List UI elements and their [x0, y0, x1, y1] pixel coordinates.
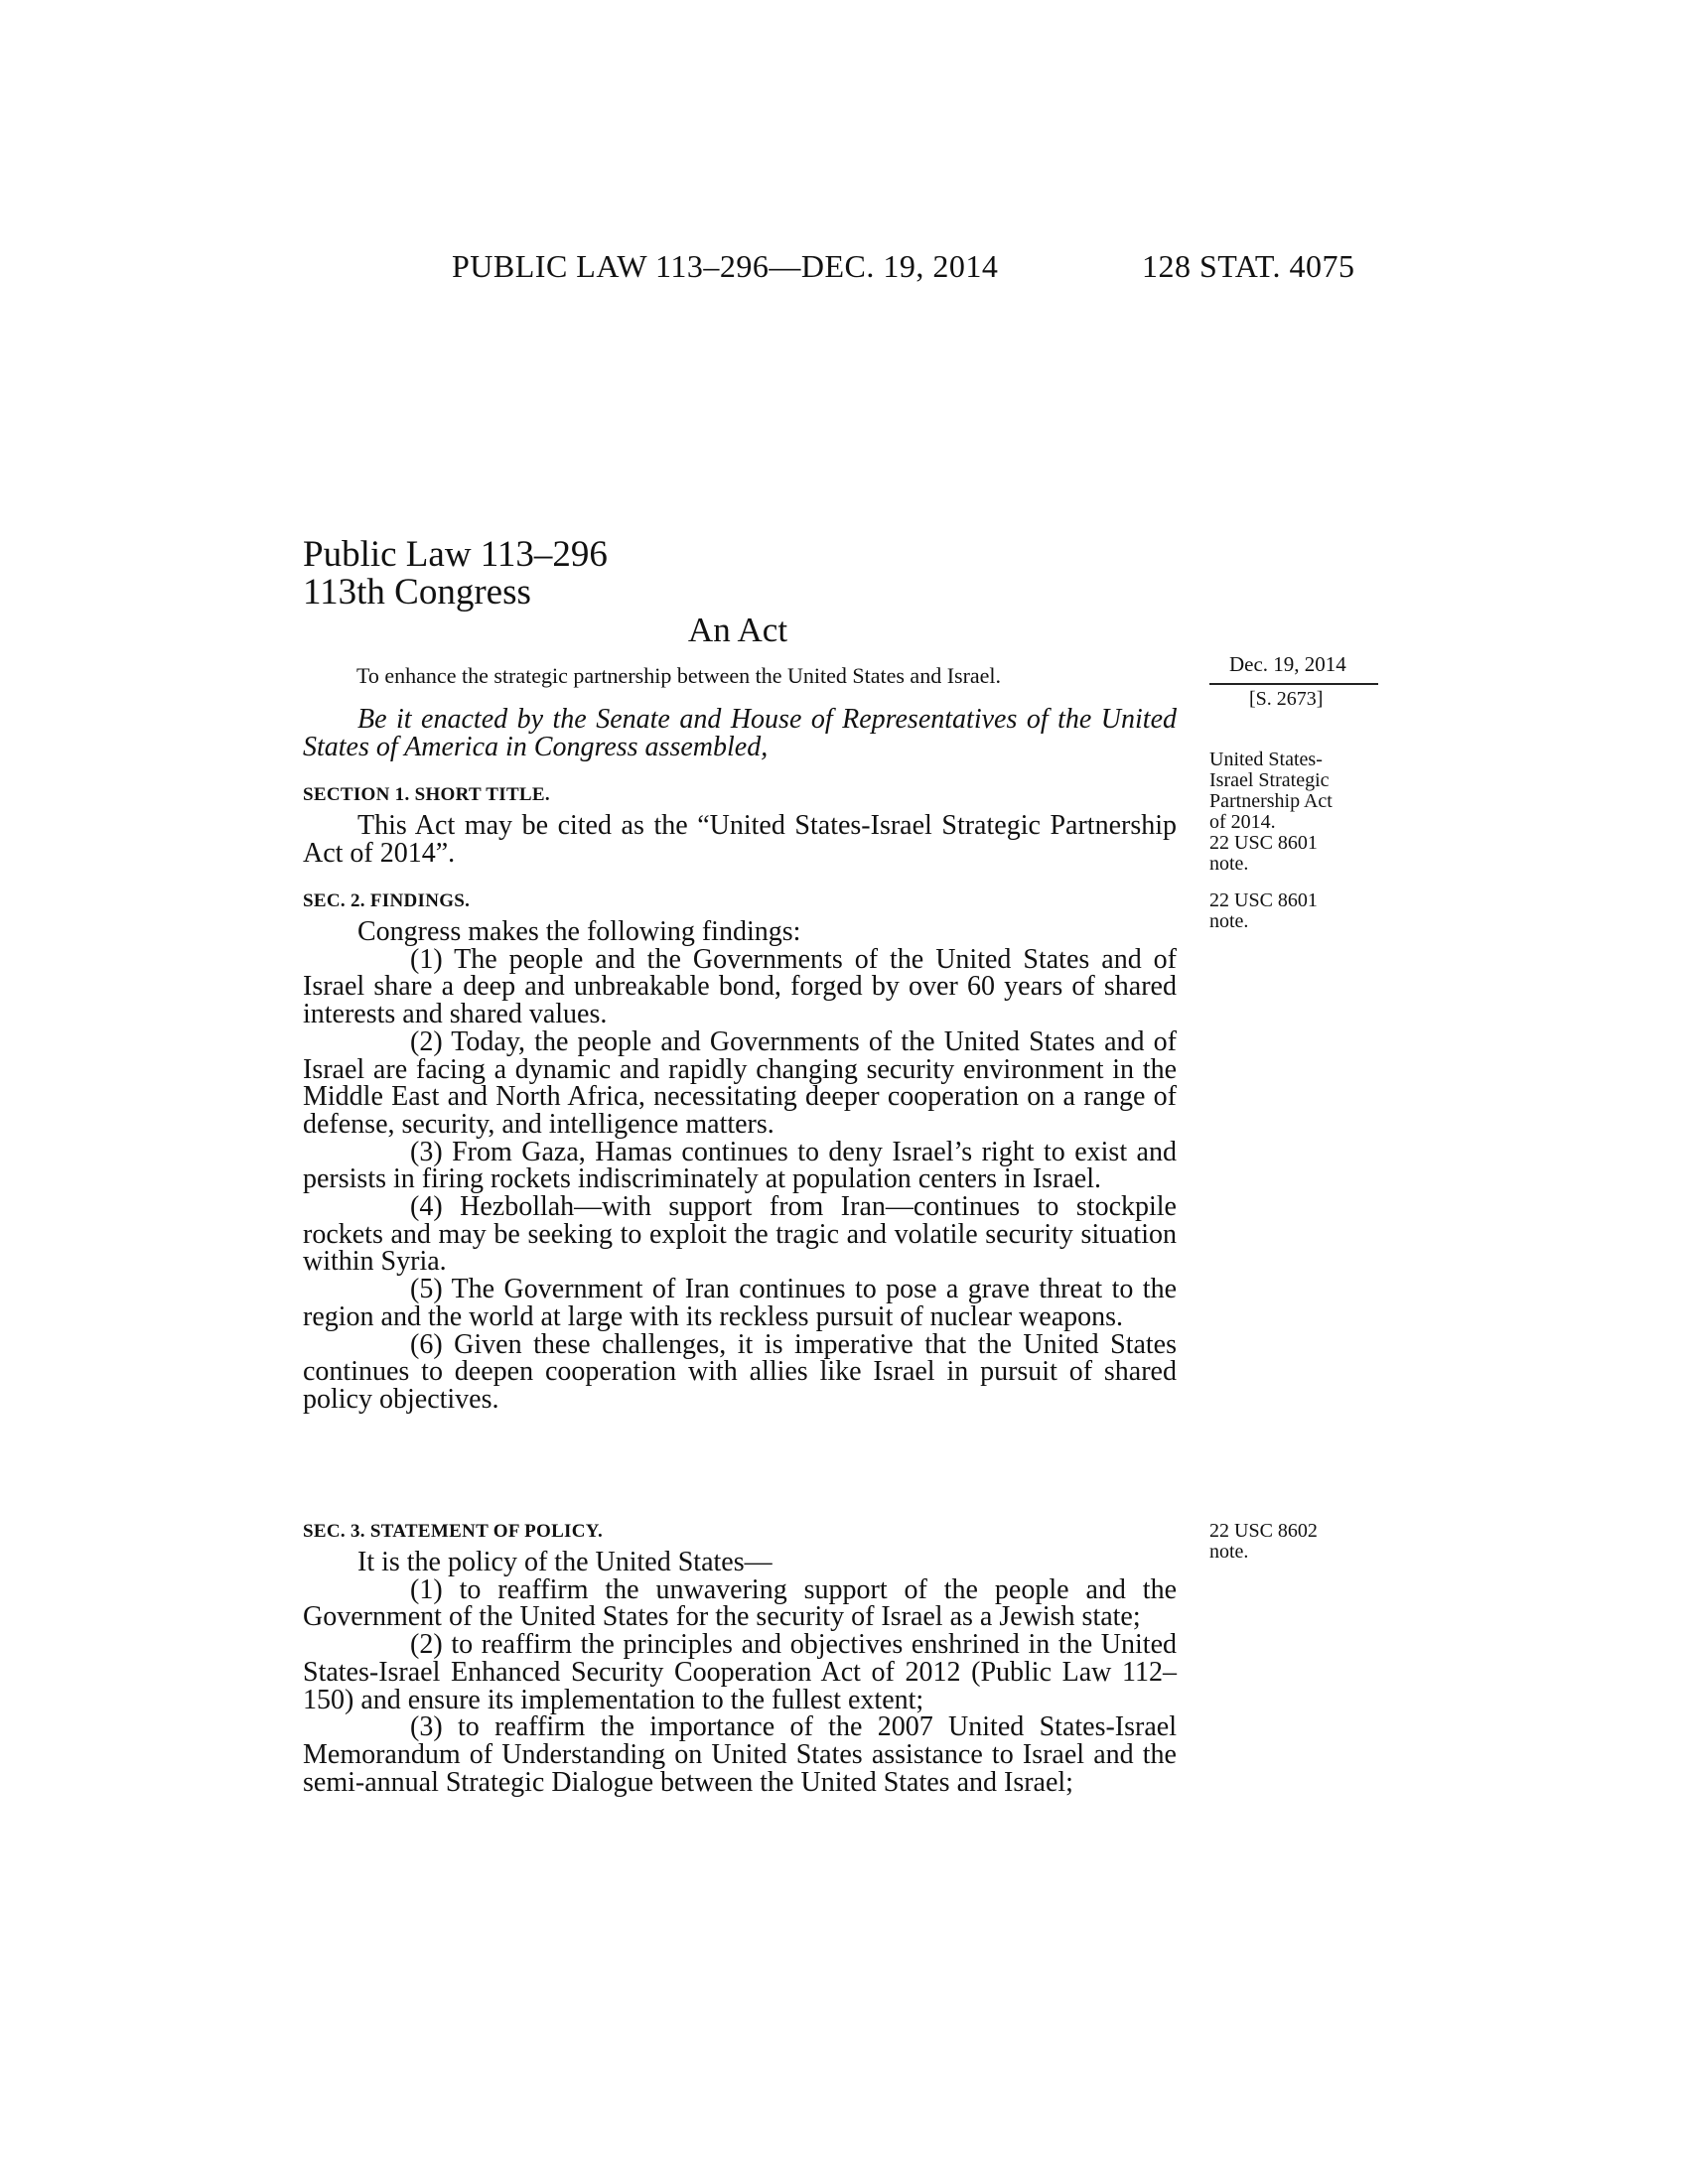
margin-note-line: 22 USC 8602 — [1209, 1520, 1318, 1542]
act-label: An Act — [687, 611, 788, 649]
policy-item: (1) to reaffirm the unwavering support of the people and the Government of the United States for the security of Israel as a Jewish state; — [303, 1573, 1177, 1633]
finding-item: (6) Given these challenges, it is imperative that the United States continues to deepen cooperation with allies like Israel in pursuit of shared policy objectives. — [303, 1328, 1177, 1415]
section-3-heading: SEC. 3. STATEMENT OF POLICY. — [303, 1521, 604, 1542]
finding-item: (2) Today, the people and Governments of the United States and of Israel are facing a dynamic and rapidly changing security environment in the Middle East and North Africa, necessitating deeper cooperation on a range of defense, security, and intelligence matters. — [303, 1025, 1177, 1140]
margin-date: Dec. 19, 2014 — [1229, 652, 1346, 676]
section-3-body — [303, 1549, 1177, 1796]
margin-policy-note — [1209, 1521, 1318, 1563]
finding-item: (4) Hezbollah—with support from Iran—continues to stockpile rockets and may be seeking to exploit the tragic and volatile security situation within Syria. — [303, 1191, 1177, 1278]
margin-note-line: of 2014. — [1209, 811, 1276, 833]
section-2-heading: SEC. 2. FINDINGS. — [303, 890, 471, 911]
section-1-text — [303, 812, 1177, 867]
enacting-clause — [303, 706, 1177, 760]
section-2-intro: Congress makes the following findings: — [357, 916, 801, 947]
margin-note-line: 22 USC 8601 — [1209, 889, 1318, 911]
margin-note-line: note. — [1209, 910, 1249, 932]
margin-note-line: note. — [1209, 853, 1249, 875]
section-3-intro: It is the policy of the United States— — [357, 1547, 773, 1577]
margin-findings-note — [1209, 890, 1318, 932]
act-purpose: To enhance the strategic partnership between the United States and Israel. — [356, 663, 1002, 688]
margin-note-line: Israel Strategic — [1209, 769, 1330, 791]
section-1-paragraph: This Act may be cited as the “United States-Israel Strategic Partnership Act of 2014”. — [303, 810, 1177, 869]
margin-note-line: note. — [1209, 1541, 1249, 1563]
finding-item: (1) The people and the Governments of the United States and of Israel share a deep and unbreakable bond, forged by over 60 years of shared interests and shared values. — [303, 943, 1177, 1030]
margin-bill-number: [S. 2673] — [1249, 688, 1324, 710]
margin-note-line: United States- — [1209, 749, 1323, 770]
law-number: Public Law 113–296 — [303, 534, 608, 575]
policy-item: (2) to reaffirm the principles and objectives enshrined in the United States-Israel Enhanced Security Cooperation Act of 2012 (Public Law 112–150) and ensure its implementation to the fullest extent; — [303, 1629, 1177, 1715]
enacting-clause-text: Be it enacted by the Senate and House of Representatives of the United States of America in Congress assembled, — [303, 704, 1177, 762]
section-2-body — [303, 918, 1177, 1414]
margin-note-line: Partnership Act — [1209, 790, 1333, 812]
section-1-heading: SECTION 1. SHORT TITLE. — [303, 784, 550, 805]
policy-item: (3) to reaffirm the importance of the 2007 United States-Israel Memorandum of Understanding on United States assistance to Israel and the semi-annual Strategic Dialogue between the United States and Israel; — [303, 1711, 1177, 1798]
finding-item: (3) From Gaza, Hamas continues to deny Israel’s right to exist and persists in firing rockets indiscriminately at population centers in Israel. — [303, 1136, 1177, 1195]
margin-short-title-note — [1209, 750, 1333, 875]
running-head-citation: PUBLIC LAW 113–296—DEC. 19, 2014 — [452, 248, 999, 284]
margin-note-line: 22 USC 8601 — [1209, 832, 1318, 854]
margin-divider — [1209, 683, 1378, 685]
finding-item: (5) The Government of Iran continues to pose a grave threat to the region and the world at large with its reckless pursuit of nuclear weapons. — [303, 1274, 1177, 1332]
running-head-page: 128 STAT. 4075 — [1142, 248, 1355, 284]
congress-label: 113th Congress — [303, 572, 531, 613]
